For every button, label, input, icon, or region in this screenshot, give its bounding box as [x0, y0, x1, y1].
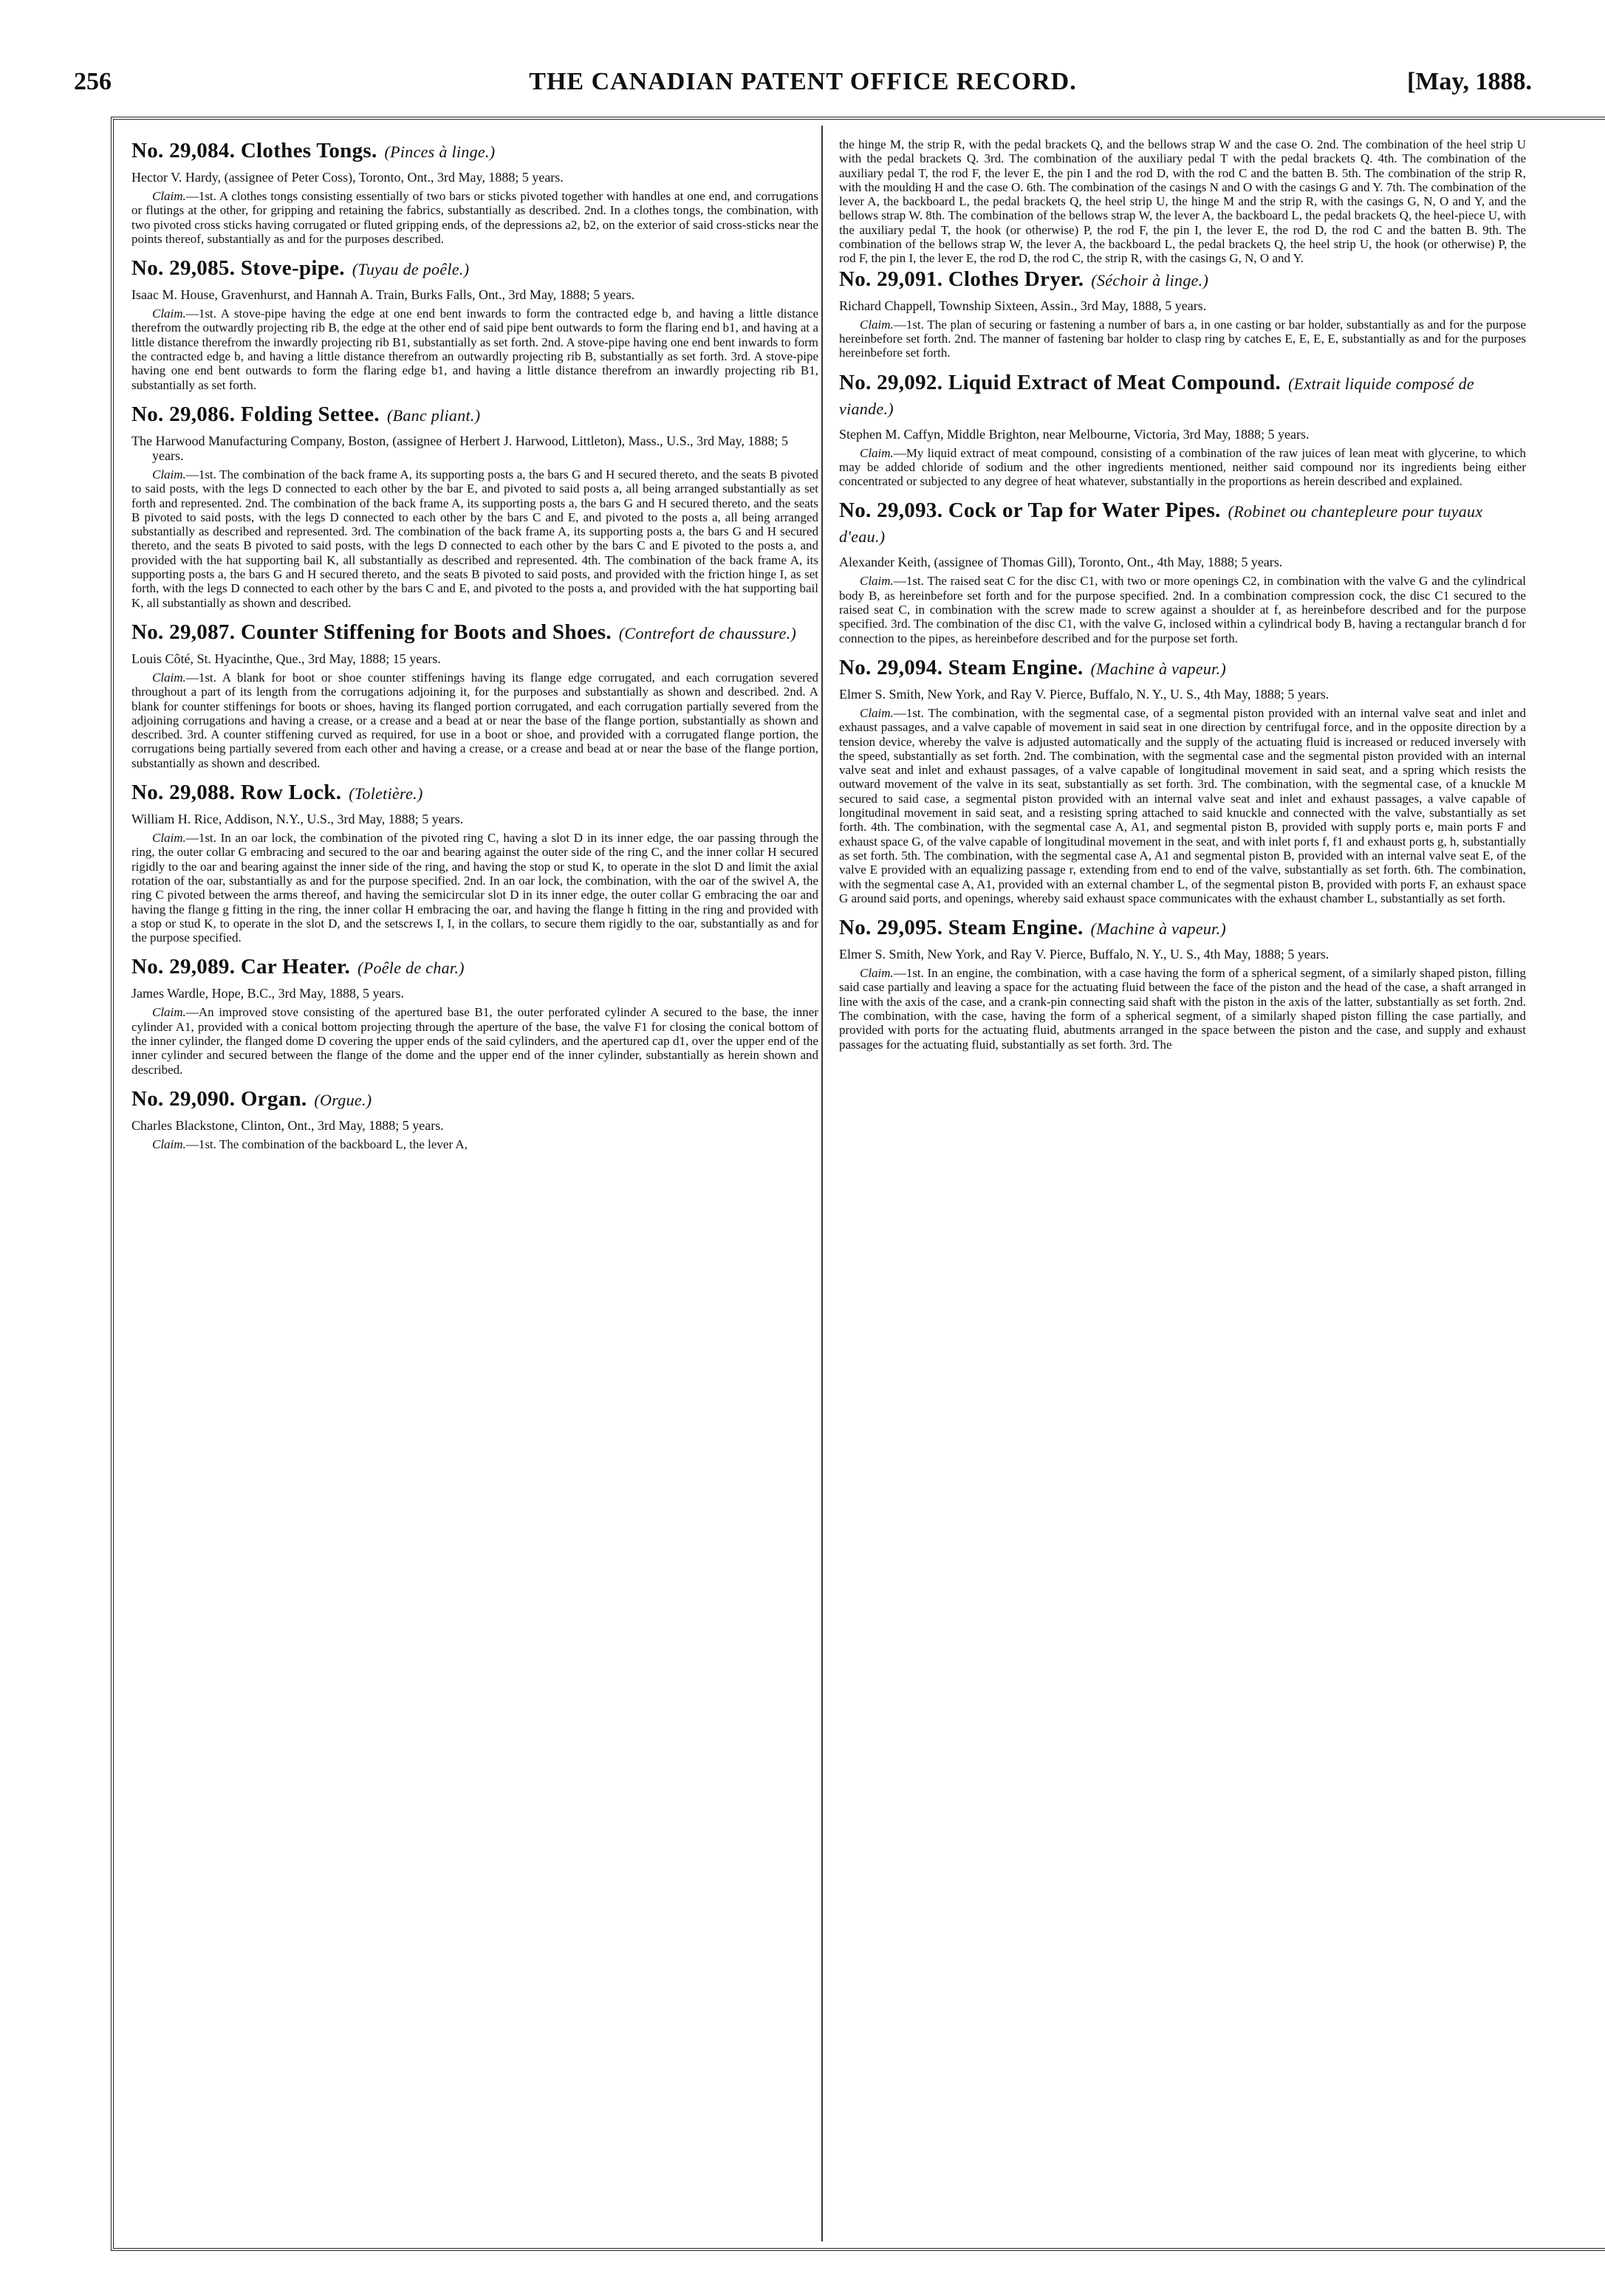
claim-label: Claim. — [152, 1005, 186, 1020]
issue-date: [May, 1888. — [1406, 68, 1532, 95]
patent-heading — [839, 656, 1526, 681]
patent-french-title: (Poêle de char.) — [357, 959, 465, 978]
patent-claim — [839, 706, 1526, 905]
patent-heading — [131, 955, 818, 980]
claim-label: Claim. — [860, 705, 894, 720]
patent-assignee: Louis Côté, St. Hyacinthe, Que., 3rd May, 1888; 15 years. — [131, 651, 441, 666]
claim-label: Claim. — [860, 445, 894, 460]
right-column — [839, 137, 1526, 2242]
organ-claim-continuation: the hinge M, the strip R, with the pedal brackets Q, and the bellows strap W and the case O. 2nd. The combination of the heel strip U with the pedal brackets Q. 3rd. The combination of the auxiliary pedal T with the pedal brackets Q. 4th. The combination of the auxiliary pedal T, the rod F, the lever E, the pin I and the rod D, with the rod C and the batten B. 5th. The combination of the strip R, with the moulding H and the case O. 6th. The combination of the casings N and O with the casings G and Y. 7th. The combination of the lever A, the backboard L, the pedal brackets Q, the heel strip U, the hinge M and the strip R, with the casings G, N, O and Y, and the bellows strap W. 8th. The combination of the bellows strap W, the lever A, the backboard L, the pedal brackets Q, the heel-piece U, with the auxiliary pedal T, the hook (or otherwise) P, the rod F, the pin I, the lever E, the rod D, the rod C and the batten B. 9th. The combination of the bellows strap W, the lever A, the backboard L, the pedal brackets Q, the heel strip U, the hook (or otherwise) P, the rod F, the pin I, the lever E, the rod D, the rod C, the strip R, with the casings G, N, O and Y. — [839, 137, 1526, 266]
claim-text: —My liquid extract of meat compound, consisting of a combination of the raw juices of lean meat with glycerine, to which may be added chloride of sodium and the other ingredients mentioned, neither said compound nor its ingredients being either concentrated or subjected to any degree of heat whatever, substantially in the proportions as herein described and explained. — [839, 445, 1526, 489]
patent-title: Liquid Extract of Meat Compound. — [948, 370, 1281, 394]
patent-french-title: (Tuyau de poêle.) — [352, 260, 470, 279]
patent-title: Counter Stiffening for Boots and Shoes. — [240, 620, 612, 644]
patent-french-title: (Machine à vapeur.) — [1090, 919, 1227, 939]
patent-entry — [131, 256, 818, 392]
claim-label: Claim. — [152, 1137, 186, 1151]
patent-french-title: (Toletière.) — [349, 784, 423, 803]
patent-assignee: James Wardle, Hope, B.C., 3rd May, 1888, 5 years. — [131, 986, 404, 1001]
patent-entry — [131, 402, 818, 610]
patent-assignee: Isaac M. House, Gravenhurst, and Hannah A. Train, Burks Falls, Ont., 3rd May, 1888; 5 years. — [131, 287, 635, 303]
patent-claim — [131, 306, 818, 392]
patent-heading — [131, 402, 818, 428]
claim-label: Claim. — [152, 831, 186, 846]
patent-claim — [131, 1137, 818, 1151]
patent-heading — [839, 267, 1526, 292]
running-head — [74, 68, 1532, 105]
claim-text: —1st. The combination of the backboard L, the lever A, — [185, 1137, 468, 1151]
patent-heading — [131, 1087, 818, 1112]
claim-text: —An improved stove consisting of the apertured base B1, the outer perforated cylinder A secured to the base, the inner cylinder A1, provided with a conical bottom projecting through the aperture of the base, the valve F1 for closing the conical bottom of the inner cylinder, the flanged dome D covering the upper ends of the said cylinders, and the apertured cap d1, over the upper end of the inner cylinder and secured between the flange of the dome and the upper end of the inner cylinder, substantially as herein shown and described. — [131, 1005, 818, 1077]
patent-french-title: (Banc pliant.) — [386, 405, 481, 425]
patent-french-title: (Orgue.) — [314, 1090, 372, 1109]
claim-label: Claim. — [152, 467, 186, 482]
patent-claim — [131, 831, 818, 945]
claim-text: —1st. In an oar lock, the combination of the pivoted ring C, having a slot D in its inner edge, the oar passing through the ring, the outer collar G embracing and secured to the oar and bearing against the outer side of the ring C, and the inner collar H secured rigidly to the oar and bearing against the inner side of the ring, and having the stop or stud K, to operate in the slot D and limit the axial rotation of the oar, substantially as and for the purpose specified. 2nd. In an oar lock, the combination, with the oar of the swivel A, the ring C pivoted between the arms thereof, and having the semicircular slot D in its inner edge, the outer collar G embracing the oar and having the flange g fitting in the ring, the inner collar H embracing the oar, and having the flange h fitting in the ring and provided with a stop or stud K, to operate in the slot D, and the setscrews I, I, in the collars, to secure them rigidly to the oar, substantially as and for the purpose specified. — [131, 831, 818, 945]
patent-number: No. 29,092. — [839, 370, 943, 394]
patent-number: No. 29,084. — [131, 139, 236, 162]
patent-entry — [839, 498, 1526, 645]
patent-entry — [131, 620, 818, 770]
patent-title: Folding Settee. — [240, 402, 380, 426]
patent-entry — [131, 139, 818, 246]
patent-entry — [131, 781, 818, 945]
patent-claim — [839, 446, 1526, 489]
claim-label: Claim. — [152, 306, 186, 321]
patent-number: No. 29,085. — [131, 256, 236, 281]
patent-assignee: Elmer S. Smith, New York, and Ray V. Pierce, Buffalo, N. Y., U. S., 4th May, 1888; 5 years. — [839, 686, 1329, 702]
patent-number: No. 29,087. — [131, 620, 236, 644]
patent-number: No. 29,089. — [131, 955, 236, 979]
patent-entry — [131, 955, 818, 1076]
patent-heading — [839, 371, 1526, 421]
patent-heading — [839, 916, 1526, 941]
patent-claim — [839, 574, 1526, 645]
patent-number: No. 29,086. — [131, 402, 236, 426]
patent-heading — [131, 256, 818, 281]
patent-heading — [839, 498, 1526, 549]
patent-entry — [131, 1087, 818, 1151]
patent-claim — [131, 467, 818, 610]
patent-entry — [839, 656, 1526, 905]
patent-entry — [839, 916, 1526, 1052]
patent-number: No. 29,094. — [839, 655, 943, 679]
patent-french-title: (Séchoir à linge.) — [1091, 270, 1209, 289]
patent-number: No. 29,093. — [839, 498, 943, 523]
claim-text: —1st. The combination of the back frame A, its supporting posts a, the bars G and H secured thereto, and the seats B pivoted to said posts, with the legs D connected to each other by the bar E, and pivoted to said posts a, all being arranged substantially as set forth and represented. 2nd. The combination of the back frame A, its supporting posts a, the bars G and H secured thereto, and the seats B pivoted to said posts, with the legs D connected to each other by the bars C and E, and pivoted to the posts a, all being arranged substantially as described and represented. 3rd. The combination of the back frame A, its supporting posts a, the bars G and H secured thereto, and the seats B pivoted to said posts, with the legs D connected to each other by the bars C and E pivoted to the posts a, and provided with the hat supporting bail K, all substantially as described and represented. 4th. The combination of the back frame A, its supporting posts a, the bars G and H secured thereto, and the seats B pivoted to said posts, and provided with the friction hinge I, as set forth, with the legs D connected to each other by the bars C and E, and pivoted to the posts a, and provided with the hat supporting bail K, all substantially as shown and described. — [131, 467, 818, 610]
patent-french-title: (Robinet ou chantepleure pour tuyaux d'eau.) — [839, 502, 1483, 546]
patent-entry — [839, 371, 1526, 489]
patent-title: Cock or Tap for Water Pipes. — [948, 498, 1221, 523]
column-divider — [821, 126, 823, 2241]
patent-assignee: William H. Rice, Addison, N.Y., U.S., 3rd May, 1888; 5 years. — [131, 812, 464, 827]
patent-french-title: (Contrefort de chaussure.) — [618, 623, 797, 642]
claim-label: Claim. — [152, 189, 186, 203]
patent-heading — [131, 781, 818, 806]
left-column — [131, 137, 818, 2242]
patent-claim — [131, 189, 818, 246]
claim-label: Claim. — [860, 574, 894, 589]
claim-label: Claim. — [152, 670, 186, 685]
patent-french-title: (Pinces à linge.) — [384, 143, 496, 161]
page-number: 256 — [74, 68, 112, 95]
patent-assignee: Charles Blackstone, Clinton, Ont., 3rd May, 1888; 5 years. — [131, 1117, 444, 1133]
patent-number: No. 29,091. — [839, 267, 943, 291]
patent-number: No. 29,088. — [131, 781, 236, 805]
patent-claim — [131, 1005, 818, 1076]
claim-text: —1st. The combination, with the segmental case, of a segmental piston provided with an internal valve seat and inlet and exhaust passages, and a valve capable of movement in said seat in one direction by centrifugal force, and in the opposite direction by a tension device, whereby the valve is adjusted automatically and the supply of the actuating fluid is increased or reduced inversely with the speed, substantially as set forth. 2nd. The combination, with the segmental case and the segmental piston provided with an internal valve seat and inlet and exhaust passages, of a valve capable of longitudinal movement in said seat, and a spring which resists the outward movement of the valve in its seat, substantially as set forth. 3rd. The combination, with the segmental case, of a knuckle M secured to said case, a segmental piston provided with an internal valve seat and inlet and exhaust passages, a valve capable of longitudinal movement in said seat, and a resisting spring attached to said knuckle and connected with the valve, substantially as set forth. 4th. The combination, with the segmental case A, A1, and segmental piston B, provided with supply ports e, main ports F and exhaust space G, of the valve capable of longitudinal movement in the seat, and with inlet ports f, f1 and exhaust ports g, h, substantially as set forth. 5th. The combination, with the segmental case A, A1 and segmental piston B, provided with an internal valve seat E, of the valve E provided with an equalizing passage r, extending from end to end of the valve, substantially as set forth. 6th. The combination, with the segmental case A, A1, provided with an external chamber L, of the segmental piston B, provided with ports F, an exhaust space G around said ports, and openings, whereby said exhaust space communicates with the exhaust chamber L, substantially as set forth. — [839, 705, 1526, 905]
patent-number: No. 29,095. — [839, 916, 943, 940]
patent-title: Stove-pipe. — [240, 256, 345, 281]
patent-title: Steam Engine. — [948, 655, 1084, 679]
patent-title: Organ. — [240, 1086, 307, 1111]
patent-entry — [839, 267, 1526, 360]
claim-label: Claim. — [860, 317, 894, 332]
claim-text: —1st. A clothes tongs consisting essentially of two bars or sticks pivoted together with handles at one end, and corrugations or flutings at the other, for gripping and retaining the fabrics, substantially as described. 2nd. In a clothes tongs, the combination, with two pivoted cross sticks having corrugated or fluted gripping ends, of the depressions a2, b2, on the exterior of said cross-sticks near the points thereof, substantially as and for the purposes described. — [131, 189, 818, 246]
patent-assignee: Hector V. Hardy, (assignee of Peter Coss), Toronto, Ont., 3rd May, 1888; 5 years. — [131, 170, 564, 185]
patent-assignee: Stephen M. Caffyn, Middle Brighton, near Melbourne, Victoria, 3rd May, 1888; 5 years. — [839, 426, 1310, 442]
patent-heading — [131, 620, 818, 645]
claim-text: —1st. The plan of securing or fastening a number of bars a, in one casting or bar holder, substantially as and for the purpose hereinbefore set forth. 2nd. The manner of fastening bar holder to clasp ring by catches E, E, E, E, substantially as and for the purposes hereinbefore set forth. — [839, 317, 1526, 360]
claim-text: —1st. In an engine, the combination, with a case having the form of a spherical segment, of a similarly shaped piston, filling said case partially and leaving a space for the actuating fluid between the face of the piston and the head of the case, a shaft arranged in line with the axis of the case, and a crank-pin connecting said shaft with the piston in the axis of the latter, substantially as set forth. 2nd. The combination, with the case, having the form of a spherical segment, of a similarly shaped piston filling the case partially, and provided with ports for the actuating fluid, abutments arranged in the space between the piston and the case, and supply and exhaust passages for the actuating fluid, substantially as set forth. 3rd. The — [839, 966, 1526, 1052]
patent-title: Car Heater. — [240, 955, 351, 979]
patent-assignee: Richard Chappell, Township Sixteen, Assin., 3rd May, 1888, 5 years. — [839, 298, 1207, 313]
patent-french-title: (Extrait liquide composé de viande.) — [839, 374, 1474, 418]
patent-french-title: (Machine à vapeur.) — [1090, 659, 1227, 678]
patent-assignee: Alexander Keith, (assignee of Thomas Gill), Toronto, Ont., 4th May, 1888; 5 years. — [839, 555, 1283, 570]
claim-text: —1st. A stove-pipe having the edge at one end bent inwards to form the contracted edge b, and having a little distance therefrom the outwardly projecting rib B, the edge at the other end of said pipe bent outwards to form the flaring end b1, and having at a little distance therefrom the inwardly projecting rib B1, substantially as set forth. 2nd. A stove-pipe having one end bent inwards to form the contracted edge b, and having a little distance therefrom an outwardly projecting rib B, substantially as set forth. 3rd. A stove-pipe having one end bent outwards to form the flaring edge b1, and having a little distance therefrom an inwardly projecting rib B1, substantially as set forth. — [131, 306, 818, 392]
patent-title: Steam Engine. — [948, 916, 1084, 940]
patent-claim — [131, 671, 818, 770]
patent-claim — [839, 966, 1526, 1052]
patent-title: Row Lock. — [240, 781, 342, 805]
patent-heading — [131, 139, 818, 164]
patent-claim — [839, 318, 1526, 360]
patent-assignee: The Harwood Manufacturing Company, Boston, (assignee of Herbert J. Harwood, Littleton), Mass., U.S., 3rd May, 1888; 5 years. — [131, 433, 789, 463]
claim-text: —1st. The raised seat C for the disc C1, with two or more openings C2, in combination with the valve G and the cylindrical body B, as hereinbefore set forth and for the purpose specified. 2nd. In a combination compression cock, the disc C1 secured to the raised seat C, in combination with the screw made to screw against a shoulder at f, as hereinbefore described and for the purpose specified. 3rd. The combination of the disc C1, with the valve G, inclosed within a cylindrical body B, having a rectangular branch d for connection to the pipes, as hereinbefore described and for the purpose set forth. — [839, 574, 1526, 645]
patent-number: No. 29,090. — [131, 1086, 236, 1111]
publication-title: THE CANADIAN PATENT OFFICE RECORD. — [529, 68, 1077, 95]
patent-assignee: Elmer S. Smith, New York, and Ray V. Pierce, Buffalo, N. Y., U. S., 4th May, 1888; 5 years. — [839, 947, 1329, 962]
claim-label: Claim. — [860, 966, 894, 981]
claim-text: —1st. A blank for boot or shoe counter stiffenings having its flange edge corrugated, and each corrugation severed throughout a part of its length from the corrugations adjoining it, for the purposes and substantially as shown and described. 2nd. A blank for counter stiffenings for boots or shoes, having its flanged portion corrugated, and each corrugation partially severed from the adjoining corrugations and having a crease, or a crease and a bead at or near the base of the flange portion, substantially as shown and described. 3rd. A counter stiffening curved as required, for use in a boot or shoe, and provided with a corrugated flange portion, the corrugations being partially severed from each other and having a crease, or a crease and bead at or near the base of the flange portion, substantially as shown and described. — [131, 670, 818, 770]
patent-title: Clothes Tongs. — [240, 139, 377, 162]
patent-title: Clothes Dryer. — [948, 267, 1084, 291]
